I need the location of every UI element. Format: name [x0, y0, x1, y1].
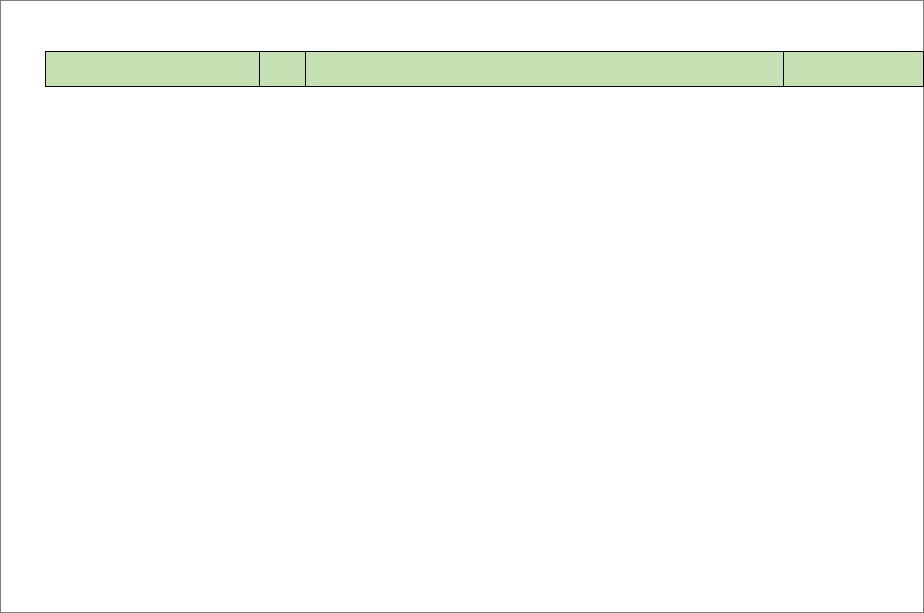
header-name — [46, 52, 260, 87]
header-recommend — [260, 52, 306, 87]
header-description — [306, 52, 784, 87]
header-note — [784, 52, 924, 87]
table-header-row — [46, 52, 924, 87]
feature-table — [45, 51, 924, 87]
